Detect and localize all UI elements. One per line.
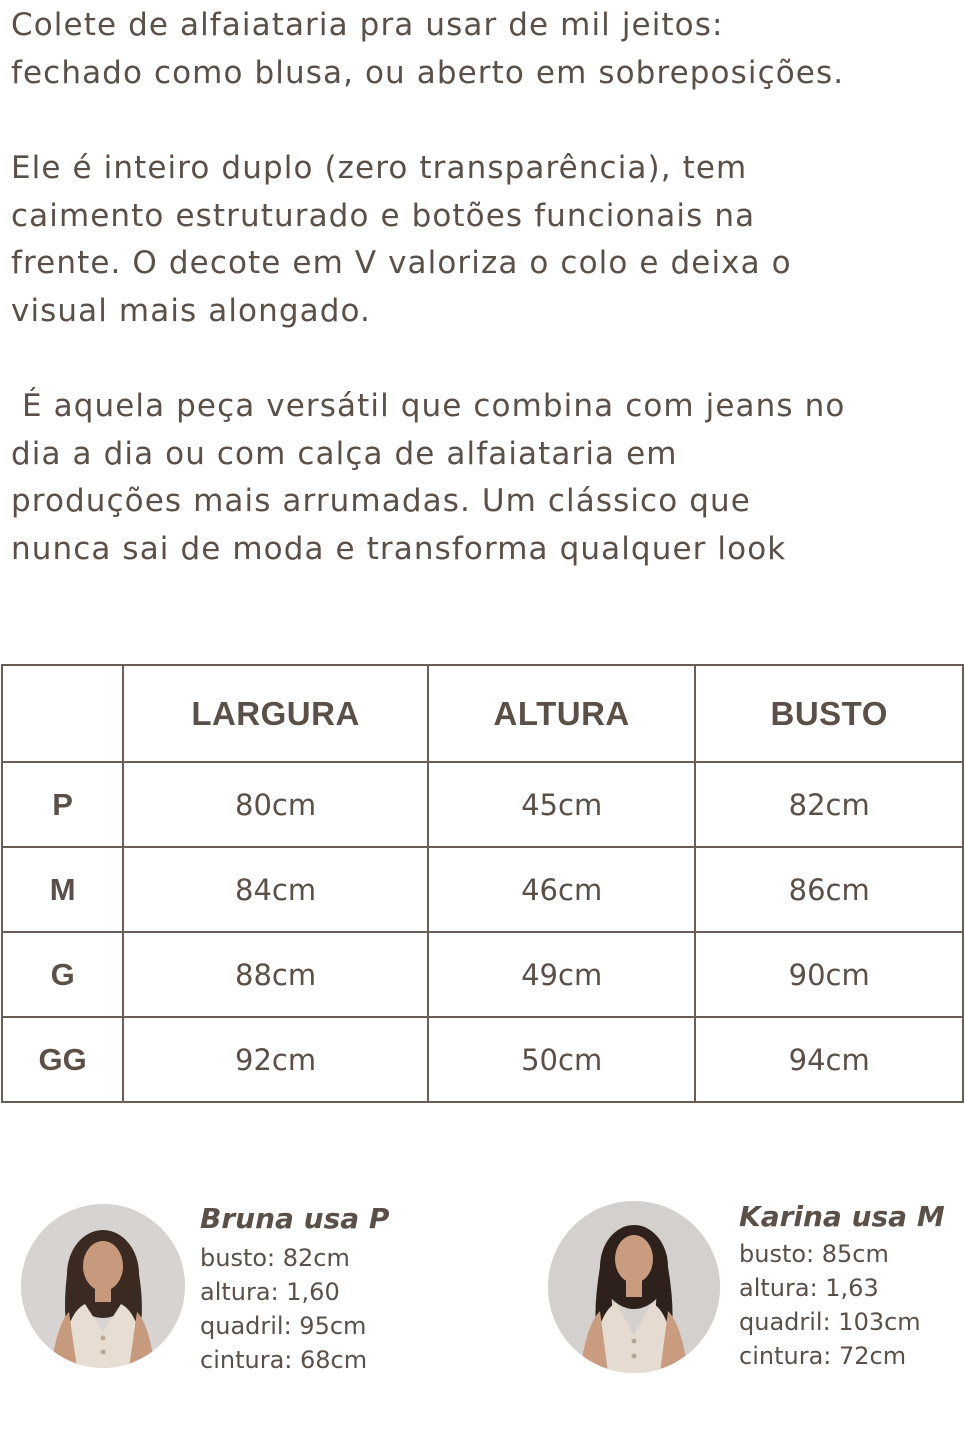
description-line: caimento estruturado e botões funcionais na (11, 197, 756, 234)
model-name: Bruna usa P (200, 1202, 390, 1235)
model-photo-icon (548, 1201, 720, 1373)
description-line: É aquela peça versátil que combina com jeans no (11, 388, 846, 424)
model-altura: altura: 1,60 (200, 1278, 340, 1306)
altura-value: 49cm (428, 932, 696, 1017)
description-paragraph-3 (11, 383, 845, 573)
header-altura: ALTURA (428, 665, 696, 762)
busto-value: 86cm (695, 847, 963, 932)
model-quadril: quadril: 95cm (200, 1312, 367, 1340)
header-cell-empty (2, 665, 123, 762)
model-altura: altura: 1,63 (739, 1274, 879, 1302)
description-paragraph-1 (11, 2, 844, 97)
header-largura: LARGURA (123, 665, 428, 762)
description-line: fechado como blusa, ou aberto em sobreposições. (11, 54, 845, 91)
description-line: dia a dia ou com calça de alfaiataria em (11, 435, 678, 472)
size-table-header-row (2, 665, 963, 762)
size-label: M (2, 847, 123, 932)
largura-value: 92cm (123, 1017, 428, 1102)
table-row (2, 1017, 963, 1102)
avatar (548, 1201, 720, 1373)
altura-value: 45cm (428, 762, 696, 847)
description-paragraph-2 (11, 145, 792, 335)
model-cintura: cintura: 68cm (200, 1346, 368, 1374)
table-row (2, 847, 963, 932)
model-card-bruna (0, 1190, 480, 1390)
altura-value: 50cm (428, 1017, 696, 1102)
model-busto: busto: 82cm (200, 1244, 350, 1272)
busto-value: 90cm (695, 932, 963, 1017)
header-busto: BUSTO (695, 665, 963, 762)
description-line: frente. O decote em V valoriza o colo e deixa o (11, 245, 792, 281)
largura-value: 80cm (123, 762, 428, 847)
description-line: Colete de alfaiataria pra usar de mil jeitos: (11, 7, 724, 43)
description-line: Ele é inteiro duplo (zero transparência), tem (11, 150, 748, 186)
largura-value: 88cm (123, 932, 428, 1017)
model-busto: busto: 85cm (739, 1240, 889, 1268)
model-card-karina (480, 1190, 965, 1390)
size-table (1, 664, 964, 1103)
largura-value: 84cm (123, 847, 428, 932)
model-cintura: cintura: 72cm (739, 1342, 907, 1370)
size-label: G (2, 932, 123, 1017)
size-label: GG (2, 1017, 123, 1102)
table-row (2, 932, 963, 1017)
description-line: visual mais alongado. (11, 292, 371, 329)
altura-value: 46cm (428, 847, 696, 932)
avatar (21, 1204, 185, 1368)
busto-value: 82cm (695, 762, 963, 847)
model-quadril: quadril: 103cm (739, 1308, 921, 1336)
size-label: P (2, 762, 123, 847)
busto-value: 94cm (695, 1017, 963, 1102)
description-line: produções mais arrumadas. Um clássico que (11, 483, 751, 519)
description-line: nunca sai de moda e transforma qualquer look (11, 530, 787, 567)
model-photo-icon (21, 1204, 185, 1368)
table-row (2, 762, 963, 847)
model-name: Karina usa M (739, 1200, 945, 1233)
